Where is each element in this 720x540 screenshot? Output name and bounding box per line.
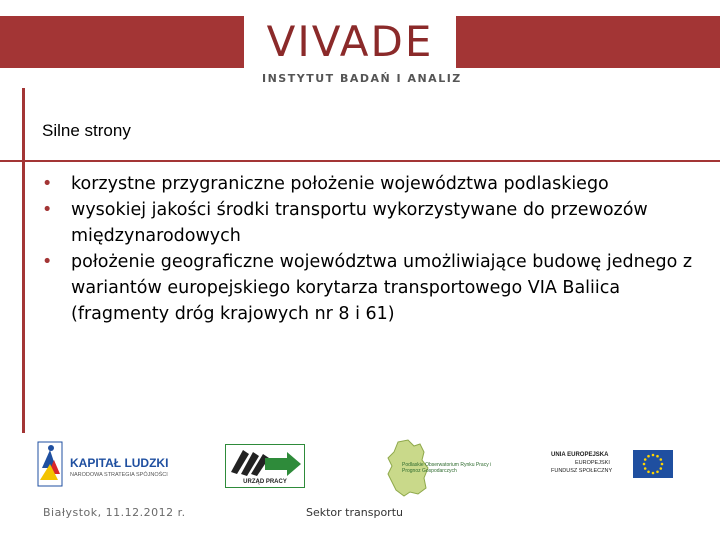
obserwatorium-label: Podlaskie Obserwatorium Rynku Pracy i Prognoz Gospodarczych (402, 462, 492, 474)
logo-subtitle: INSTYTUT BADAŃ I ANALIZ (262, 72, 462, 85)
horizontal-rule (0, 160, 720, 162)
bullet-text: położenie geograficzne województwa umożliwiające budowę jednego z wariantów europejskiego korytarza transportowego VIA Baliica (fragmenty dróg krajowych nr 8 i 61) (71, 252, 693, 324)
vertical-rule (22, 88, 25, 433)
bullet-icon: • (42, 200, 53, 220)
slide-title: Silne strony (42, 121, 131, 140)
kapital-ludzki-title: KAPITAŁ LUDZKI (70, 456, 169, 470)
kapital-ludzki-subtitle: NARODOWA STRATEGIA SPÓJNOŚCI (70, 472, 168, 478)
eu-flag-icon (633, 450, 673, 478)
list-item (40, 249, 710, 327)
footer-date: Białystok, 11.12.2012 r. (43, 506, 186, 519)
kapital-ludzki-emblem-icon (36, 440, 66, 488)
kapital-ludzki-logo (36, 440, 176, 490)
bullet-icon: • (42, 252, 53, 272)
footer-topic: Sektor transportu (306, 506, 403, 519)
urzad-pracy-logo (225, 444, 305, 488)
bullet-text: wysokiej jakości środki transportu wykorzystywane do przewozów międzynarodowych (71, 200, 648, 246)
logo-text: VIVADE (266, 17, 434, 66)
urzad-pracy-label: URZĄD PRACY (243, 479, 287, 485)
bullet-text: korzystne przygraniczne położenie województwa podlaskiego (71, 174, 609, 194)
bullet-icon: • (42, 174, 53, 194)
vivade-logo (244, 16, 456, 68)
list-item (40, 171, 710, 197)
eu-label-line2: EUROPEJSKI (575, 460, 610, 466)
eu-fund-logo (545, 445, 675, 485)
obserwatorium-logo (384, 438, 504, 498)
bullet-list (40, 171, 710, 327)
eu-label-line3: FUNDUSZ SPOŁECZNY (551, 468, 613, 474)
list-item (40, 197, 710, 249)
eu-label-line1: UNIA EUROPEJSKA (551, 452, 609, 458)
